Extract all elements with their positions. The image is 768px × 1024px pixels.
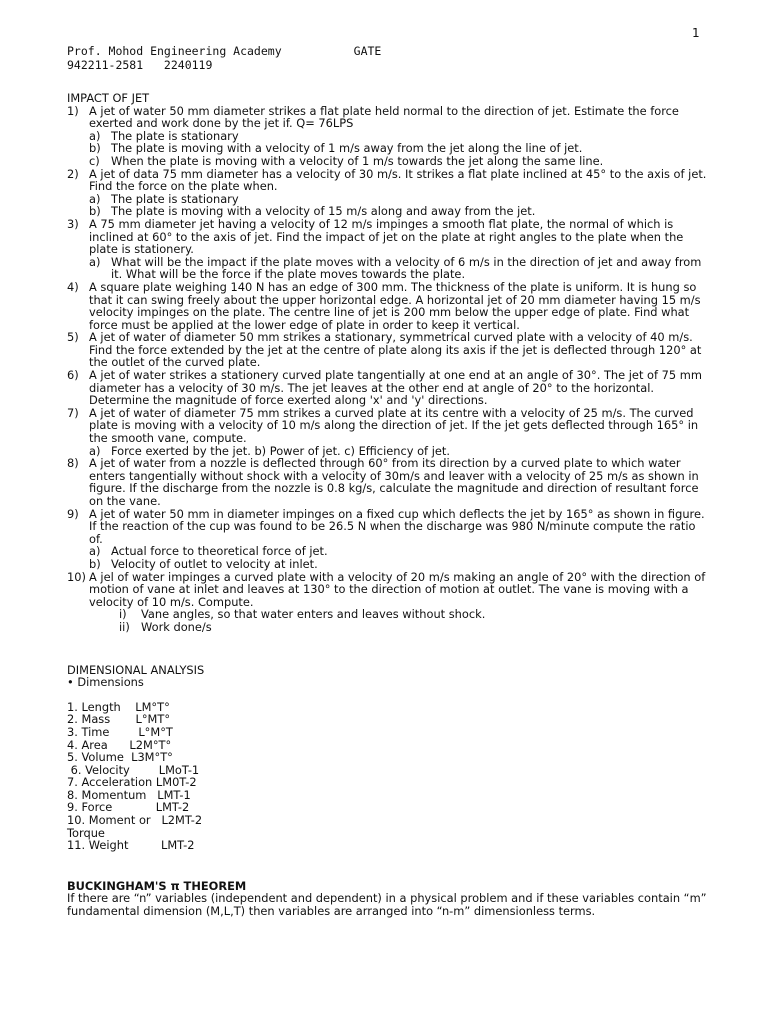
- academy-name: Prof. Mohod Engineering Academy: [67, 44, 282, 58]
- question-text: A square plate weighing 140 N has an edge of 300 mm. The thickness of the plate is uniform. It is hung so that it can swing freely about the upper horizontal edge. A horizontal jet of 20 mm diameter having 15 m/s velocity impinges on the plate. The centre line of jet is 200 mm below the upper edge of plate. Find what force must be applied at the lower edge of plate in order to keep it vertical.: [89, 279, 701, 332]
- question-number: 4): [67, 279, 79, 294]
- dimension-item: 3. Time L°M°T: [67, 724, 173, 739]
- question-text: A jet of data 75 mm diameter has a velocity of 30 m/s. It strikes a flat plate inclined at 45° to the axis of jet. Find the force on the plate when.: [89, 166, 707, 194]
- question-body: [89, 508, 707, 571]
- question-text: A jet of water 50 mm in diameter impinges on a fixed cup which deflects the jet by 165° as shown in figure. If the reaction of the cup was found to be 26.5 N when the discharge was 980 N/minute compute the ratio of.: [89, 506, 705, 546]
- sub-question-text: The plate is moving with a velocity of 15 m/s along and away from the jet.: [111, 204, 536, 219]
- sub-question-text: The plate is stationary: [111, 191, 239, 206]
- dimensional-title: DIMENSIONAL ANALYSIS: [67, 662, 205, 677]
- impact-title: IMPACT OF JET: [67, 91, 150, 105]
- sub-question-label: b): [89, 141, 101, 156]
- question-body: [89, 369, 707, 407]
- question-body: [89, 407, 707, 457]
- roman-text: Work done/s: [141, 619, 212, 634]
- exam-name: GATE: [353, 44, 382, 58]
- dimension-item: 6. Velocity LMoT-1: [67, 762, 200, 777]
- buckingham-title: BUCKINGHAM'S π THEOREM: [67, 878, 247, 893]
- content: [67, 92, 707, 918]
- sub-question-label: a): [89, 128, 101, 143]
- dimension-list: [67, 701, 707, 852]
- question-body: [89, 571, 707, 634]
- question-item: [67, 331, 707, 369]
- sub-question-text: When the plate is moving with a velocity of 1 m/s towards the jet along the same line.: [111, 153, 604, 168]
- sub-question-text: Actual force to theoretical force of jet.: [111, 544, 328, 559]
- question-item: [67, 105, 707, 168]
- sub-question-label: b): [89, 556, 101, 571]
- dimension-item: 10. Moment or L2MT-2: [67, 813, 203, 828]
- question-text: A jet of water from a nozzle is deflected through 60° from its direction by a curved plate to which water enters tangentially without shock with a velocity of 30m/s and leaver with a velocity of 25 m/s as shown in figure. If the discharge from the nozzle is 0.8 kg/s, calculate the magnitude and direction of resultant force on the vane.: [89, 456, 699, 508]
- sub-question-label: a): [89, 544, 101, 559]
- sub-question-text: The plate is moving with a velocity of 1 m/s away from the jet along the line of jet.: [111, 141, 583, 156]
- sub-question-label: b): [89, 204, 101, 219]
- roman-text: Vane angles, so that water enters and leaves without shock.: [141, 607, 486, 622]
- question-number: 3): [67, 216, 79, 231]
- roman-label: ii): [119, 619, 130, 634]
- dimension-item: 2. Mass L°MT°: [67, 712, 171, 727]
- sub-question-text: Force exerted by the jet. b) Power of jet. c) Efficiency of jet.: [111, 443, 450, 458]
- question-text: A jet of water of diameter 50 mm strikes a stationary, symmetrical curved plate with a velocity of 40 m/s. Find the force extended by the jet at the centre of plate along its axis if the jet is deflected through 120° at the outlet of the curved plate.: [89, 330, 702, 370]
- sub-question: [89, 256, 707, 281]
- dimension-item: Torque: [67, 825, 105, 840]
- dimension-item: 4. Area L2M°T°: [67, 737, 172, 752]
- question-body: [89, 105, 707, 168]
- question-body: [89, 281, 707, 331]
- sub-question-text: The plate is stationary: [111, 128, 239, 143]
- dimension-item: 8. Momentum LMT-1: [67, 787, 191, 802]
- question-number: 5): [67, 330, 79, 345]
- question-item: [67, 571, 707, 634]
- dimension-item: 5. Volume L3M°T°: [67, 750, 173, 765]
- page-number: 1: [692, 26, 700, 40]
- question-body: [89, 218, 707, 281]
- sub-question-label: c): [89, 153, 100, 168]
- question-item: [67, 407, 707, 457]
- question-text: A jet of water of diameter 75 mm strikes a curved plate at its centre with a velocity of 25 m/s. The curved plate is moving with a velocity of 10 m/s along the direction of jet. If the jet gets deflected through 165° in the smooth vane, compute.: [89, 405, 699, 446]
- question-number: 9): [67, 506, 79, 521]
- question-list: [67, 105, 707, 634]
- question-number: 2): [67, 166, 79, 181]
- question-item: [67, 168, 707, 218]
- sub-question: [89, 155, 707, 168]
- buckingham-text: If there are “n” variables (independent and dependent) in a physical problem and if these variables contain “m” fundamental dimension (M,L,T) then variables are arranged into “n-m” dimensionless terms.: [67, 891, 707, 919]
- question-item: [67, 457, 707, 507]
- header-phones: 942211-2581 2240119: [67, 58, 213, 72]
- question-body: [89, 168, 707, 218]
- question-item: [67, 508, 707, 571]
- dimension-item: 7. Acceleration LM0T-2: [67, 775, 197, 790]
- buckingham-section: [67, 880, 707, 918]
- sub-question-label: a): [89, 443, 101, 458]
- dimensions-subtitle: • Dimensions: [67, 675, 144, 690]
- roman-label: i): [119, 607, 127, 622]
- dimension-item: 9. Force LMT-2: [67, 800, 190, 815]
- sub-question: [89, 558, 707, 571]
- question-body: [89, 331, 707, 369]
- sub-question-text: Velocity of outlet to velocity at inlet.: [111, 556, 318, 571]
- question-number: 8): [67, 456, 79, 471]
- question-number: 6): [67, 368, 79, 383]
- question-item: [67, 281, 707, 331]
- sub-question-label: a): [89, 191, 101, 206]
- dimension-item: 1. Length LM°T°: [67, 699, 170, 714]
- question-body: [89, 457, 707, 507]
- sub-question-text: What will be the impact if the plate moves with a velocity of 6 m/s in the direction of jet and away from it. What will be the force if the plate moves towards the plate.: [111, 254, 702, 282]
- question-number: 1): [67, 103, 79, 118]
- question-text: A 75 mm diameter jet having a velocity of 12 m/s impinges a smooth flat plate, the normal of which is inclined at 60° to the axis of jet. Find the impact of jet on the plate at right angles to the plate when the plate is stationery.: [89, 216, 684, 257]
- dimension-item: 11. Weight LMT-2: [67, 838, 195, 853]
- dimensional-section: [67, 664, 707, 852]
- question-number: 7): [67, 405, 79, 420]
- question-item: [67, 218, 707, 281]
- question-text: A jet of water 50 mm diameter strikes a flat plate held normal to the direction of jet. Estimate the force exerted and work done by the jet if. Q= 76LPS: [89, 103, 679, 131]
- question-text: A jet of water strikes a stationery curved plate tangentially at one end at an angle of 30°. The jet of 75 mm diameter has a velocity of 30 m/s. The jet leaves at the other end at angle of 20° to the horizontal. Determine the magnitude of force exerted along 'x' and 'y' directions.: [89, 368, 702, 408]
- sub-question-label: a): [89, 254, 101, 269]
- question-item: [67, 369, 707, 407]
- roman-sub-question: [89, 621, 707, 634]
- question-number: 10): [67, 569, 86, 584]
- header-line-1: [67, 44, 381, 58]
- question-text: A jel of water impinges a curved plate with a velocity of 20 m/s making an angle of 20° with the direction of motion of vane at inlet and leaves at 130° to the direction of motion at outlet. The vane is moving with a velocity of 10 m/s. Compute.: [89, 569, 706, 609]
